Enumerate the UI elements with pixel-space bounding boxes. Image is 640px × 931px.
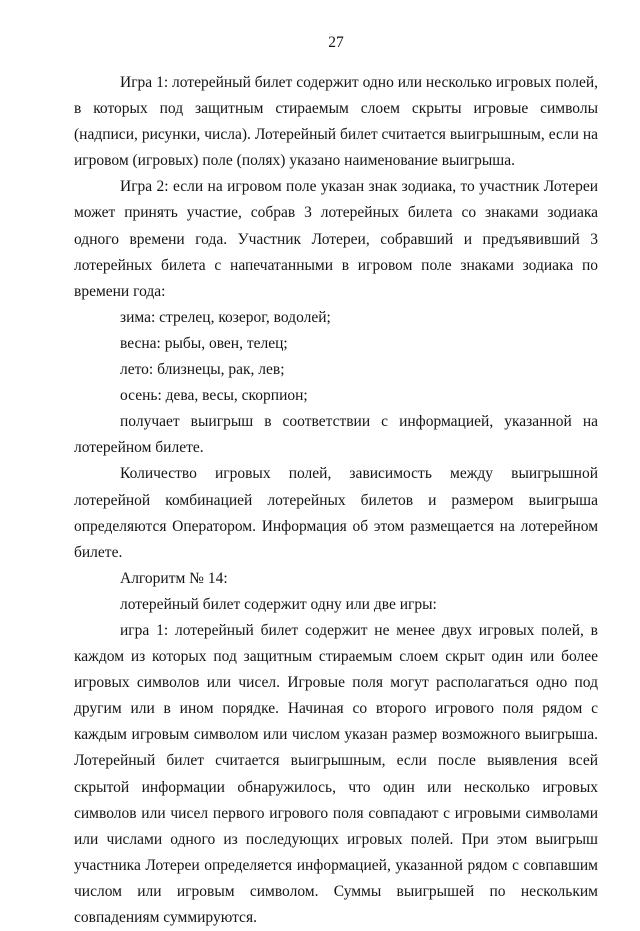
paragraph-game-2: Игра 2: если на игровом поле указан знак зодиака, то участник Лотереи может принять участие, собрав 3 лотерейных билета со знаками зодиака одного времени года. Участник Лотереи, собравший и предъявивший 3 лотерейных билета с напечатанными в игровом поле знаками зодиака по времени года: <box>74 178 598 300</box>
algorithm-heading: Алгоритм № 14: <box>120 569 228 587</box>
document-body <box>74 70 598 931</box>
paragraph-algorithm-game-1: игра 1: лотерейный билет содержит не менее двух игровых полей, в каждом из которых под защитным стираемым слоем скрыт один или более игровых символов или чисел. Игровые поля могут располагаться одно под другим или в ином порядке. Начиная со второго игрового поля рядом с каждым игровым символом или числом указан размер возможного выигрыша. Лотерейный билет считается выигрышным, если после выявления всей скрытой информации обнаружилось, что один или несколько игровых символов или чисел первого игрового поля совпадают с игровыми символами или числами одного из последующих игровых полей. При этом выигрыш участника Лотереи определяется информацией, указанной рядом с совпавшим числом или игровым символом. Суммы выигрышей по нескольким совпадениям суммируются. <box>74 621 598 926</box>
season-winter-line: зима: стрелец, козерог, водолей; <box>120 308 331 326</box>
page-number: 27 <box>328 34 344 51</box>
season-summer-line: лето: близнецы, рак, лев; <box>120 361 285 379</box>
season-autumn-line: осень: дева, весы, скорпион; <box>120 387 308 405</box>
season-spring-line: весна: рыбы, овен, телец; <box>120 334 288 352</box>
paragraph-operator: Количество игровых полей, зависимость между выигрышной лотерейной комбинацией лотерейных билетов и размером выигрыша определяются Оператором. Информация об этом размещается на лотерейном билете. <box>74 465 598 561</box>
paragraph-prize-info: получает выигрыш в соответствии с информацией, указанной на лотерейном билете. <box>74 413 598 457</box>
algorithm-intro: лотерейный билет содержит одну или две игры: <box>120 595 437 613</box>
paragraph-game-1: Игра 1: лотерейный билет содержит одно или несколько игровых полей, в которых под защитным стираемым слоем скрыты игровые символы (надписи, рисунки, числа). Лотерейный билет считается выигрышным, если на игровом (игровых) поле (полях) указано наименование выигрыша. <box>74 74 598 170</box>
